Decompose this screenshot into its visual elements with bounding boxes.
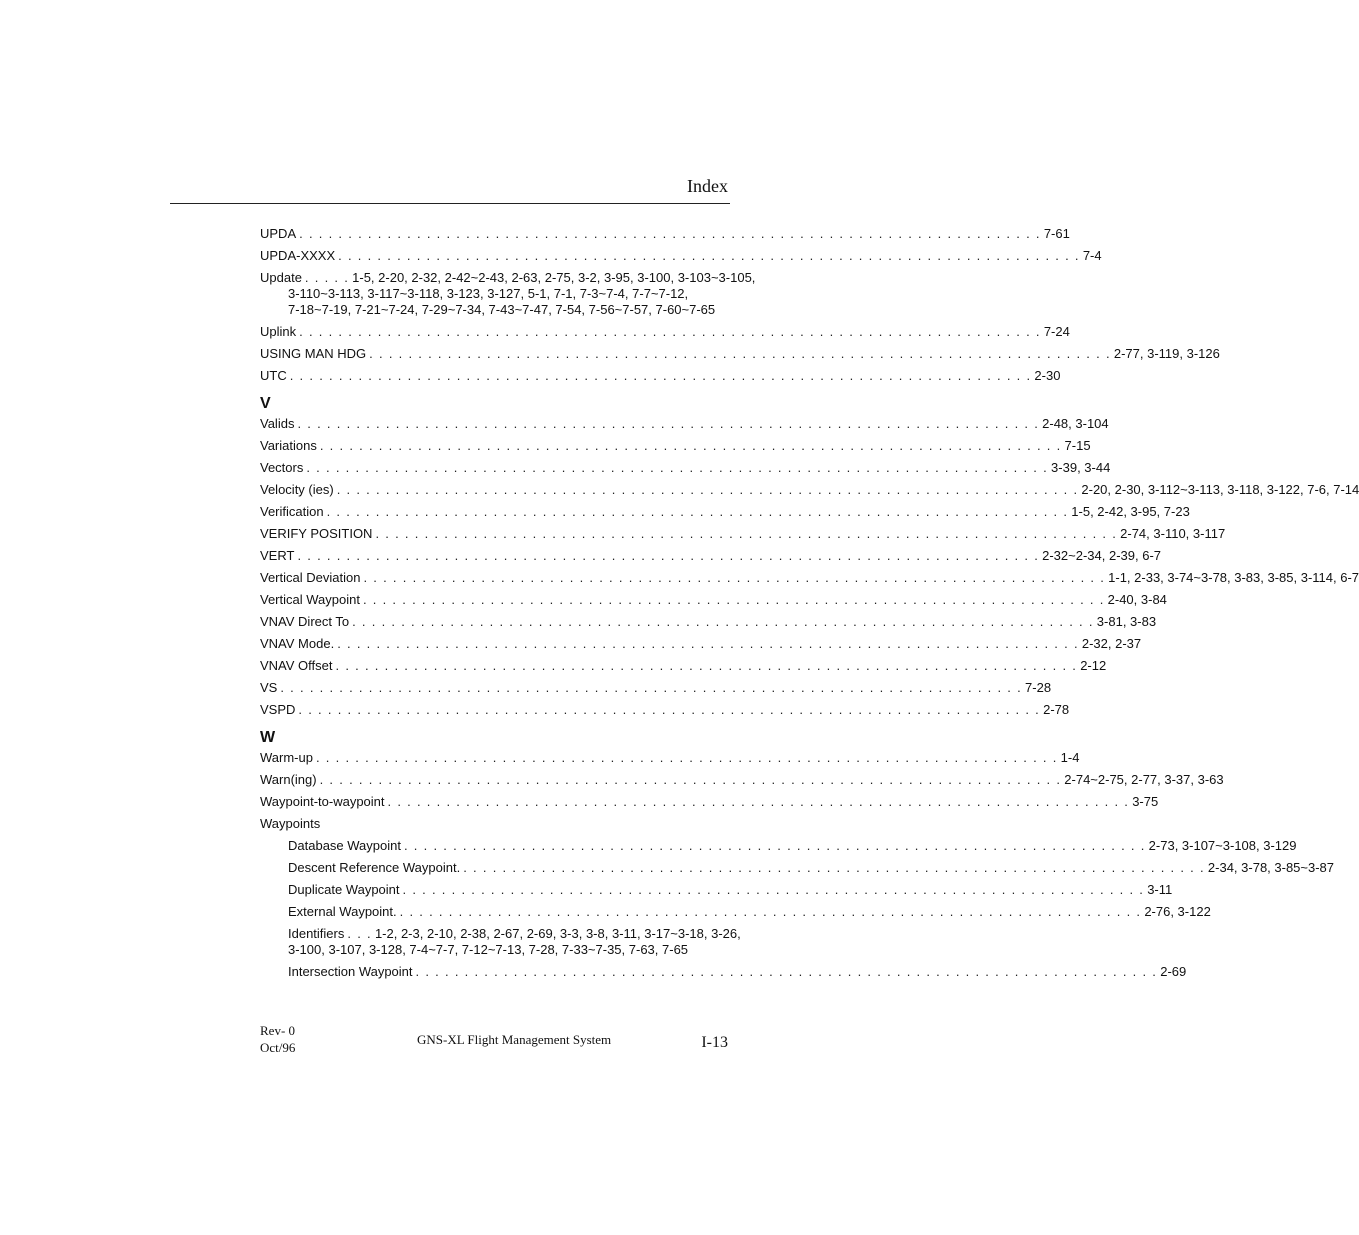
entry-pages: 2-76, 3-122 [1144,904,1211,919]
page-header-title: Index [687,176,728,196]
index-entry [260,368,1061,390]
entry-pages: 2-34, 3-78, 3-85~3-87 [1207,860,1335,875]
entry-pages: 7-15 [1064,438,1091,453]
footer-revision [260,1022,295,1056]
index-entry [260,904,1211,926]
index-body [260,226,1359,986]
entry-pages: 2-77, 3-119, 3-126 [1113,346,1220,361]
entry-term: VNAV Direct To [260,614,350,629]
dot-leader: . . . . . [304,270,350,285]
dot-leader: . . . . . . . . . . . . . . . . . . . . . . . . . . . . . . . . . . . . . . . . . . . . . . . . . . . . . . . . . . . . . . . . . . . . . . . . . . . . [415,964,1158,979]
dot-leader: . . . . . . . . . . . . . . . . . . . . . . . . . . . . . . . . . . . . . . . . . . . . . . . . . . . . . . . . . . . . . . . . . . . . . . . . . . . . [306,460,1049,475]
index-entry [260,504,1190,526]
entry-term: UTC [260,368,287,383]
entry-term: UPDA [260,226,297,241]
entry-term: Descent Reference Waypoint. [288,860,461,875]
entry-term: External Waypoint. [288,904,397,919]
entry-pages: 2-12 [1080,658,1107,673]
dot-leader: . . . . . . . . . . . . . . . . . . . . . . . . . . . . . . . . . . . . . . . . . . . . . . . . . . . . . . . . . . . . . . . . . . . . . . . . . . . . [326,504,1069,519]
index-entry [260,346,1220,368]
index-entry [260,658,1107,680]
dot-leader: . . . . . . . . . . . . . . . . . . . . . . . . . . . . . . . . . . . . . . . . . . . . . . . . . . . . . . . . . . . . . . . . . . . . . . . . . . . . [280,680,1023,695]
index-entry [260,226,1070,248]
entry-pages: 3-75 [1132,794,1159,809]
dot-leader: . . . . . . . . . . . . . . . . . . . . . . . . . . . . . . . . . . . . . . . . . . . . . . . . . . . . . . . . . . . . . . . . . . . . . . . . . . . . [297,548,1040,563]
entry-pages: 7-61 [1043,226,1070,241]
entry-term: Verification [260,504,324,519]
dot-leader: . . . . . . . . . . . . . . . . . . . . . . . . . . . . . . . . . . . . . . . . . . . . . . . . . . . . . . . . . . . . . . . . . . . . . . . . . . . . [299,226,1041,241]
entry-pages: 2-69 [1160,964,1187,979]
entry-pages: 7-28 [1025,680,1052,695]
entry-pages: 7-24 [1043,324,1070,339]
entry-term: VERT [260,548,295,563]
section-letter: V [260,395,271,412]
index-entry [260,570,1359,592]
entry-pages: 2-74, 3-110, 3-117 [1120,526,1226,541]
dot-leader: . . . . . . . . . . . . . . . . . . . . . . . . . . . . . . . . . . . . . . . . . . . . . . . . . . . . . . . . . . . . . . . . . . . . . . . . . . . . [319,438,1062,453]
entry-term: Database Waypoint [288,838,401,853]
dot-leader: . . . . . . . . . . . . . . . . . . . . . . . . . . . . . . . . . . . . . . . . . . . . . . . . . . . . . . . . . . . . . . . . . . . . . . . . . . . . [289,368,1032,383]
revision-label: Rev- 0 [260,1023,296,1038]
entry-pages: 2-74~2-75, 2-77, 3-37, 3-63 [1064,772,1224,787]
dot-leader: . . . . . . . . . . . . . . . . . . . . . . . . . . . . . . . . . . . . . . . . . . . . . . . . . . . . . . . . . . . . . . . . . . . . . . . . . . . . [319,772,1062,787]
entry-term: VNAV Offset [260,658,333,673]
entry-term: VERIFY POSITION [260,526,373,541]
index-entry [260,636,1142,658]
entry-pages: 2-30 [1034,368,1061,383]
index-entry [260,838,1297,860]
index-entry [260,248,1102,270]
index-entry [260,964,1187,986]
entry-pages: 2-78 [1043,702,1070,717]
dot-leader: . . . . . . . . . . . . . . . . . . . . . . . . . . . . . . . . . . . . . . . . . . . . . . . . . . . . . . . . . . . . . . . . . . . . . . . . . . . . [315,750,1058,765]
entry-pages: 1-1, 2-33, 3-74~3-78, 3-83, 3-85, 3-114, 6-7 [1108,570,1359,585]
dot-leader: . . . . . . . . . . . . . . . . . . . . . . . . . . . . . . . . . . . . . . . . . . . . . . . . . . . . . . . . . . . . . . . . . . . . . . . . . . . . [369,346,1111,361]
index-entry [260,860,1335,882]
dot-leader: . . . . . . . . . . . . . . . . . . . . . . . . . . . . . . . . . . . . . . . . . . . . . . . . . . . . . . . . . . . . . . . . . . . . . . . . . . . . [335,658,1078,673]
entry-pages: 7-4 [1082,248,1102,263]
entry-term: Identifiers [288,926,345,941]
index-entry [260,680,1052,702]
entry-pages-continued: 7-18~7-19, 7-21~7-24, 7-29~7-34, 7-43~7-47, 7-54, 7-56~7-57, 7-60~7-65 [288,302,716,317]
index-entry [260,816,720,838]
index-entry [260,772,1224,794]
entry-term: Variations [260,438,317,453]
entry-term: Warn(ing) [260,772,317,787]
dot-leader: . . . . . . . . . . . . . . . . . . . . . . . . . . . . . . . . . . . . . . . . . . . . . . . . . . . . . . . . . . . . . . . . . . . . . . . . . . . . [297,416,1040,431]
dot-leader: . . . . . . . . . . . . . . . . . . . . . . . . . . . . . . . . . . . . . . . . . . . . . . . . . . . . . . . . . . . . . . . . . . . . . . . . . . . . [299,324,1041,339]
entry-pages: 3-81, 3-83 [1096,614,1157,629]
entry-pages: 2-20, 2-30, 3-112~3-113, 3-118, 3-122, 7-6, 7-14 [1081,482,1359,497]
dot-leader: . . . . . . . . . . . . . . . . . . . . . . . . . . . . . . . . . . . . . . . . . . . . . . . . . . . . . . . . . . . . . . . . . . . . . . . . . . . . [362,592,1105,607]
footer-document-title: GNS-XL Flight Management System [417,1032,612,1047]
index-entry [260,882,1173,904]
entry-pages: 1-5, 2-42, 3-95, 7-23 [1071,504,1190,519]
index-entry [260,592,1167,614]
entry-pages: 2-48, 3-104 [1042,416,1109,431]
dot-leader: . . . . . . . . . . . . . . . . . . . . . . . . . . . . . . . . . . . . . . . . . . . . . . . . . . . . . . . . . . . . . . . . . . . . . . . . . . . . [338,248,1080,263]
dot-leader: . . . . . . . . . . . . . . . . . . . . . . . . . . . . . . . . . . . . . . . . . . . . . . . . . . . . . . . . . . . . . . . . . . . . . . . . . . . . [298,702,1041,717]
entry-term: Intersection Waypoint [288,964,413,979]
dot-leader: . . . . . . . . . . . . . . . . . . . . . . . . . . . . . . . . . . . . . . . . . . . . . . . . . . . . . . . . . . . . . . . . . . . . . . . . . . . . [336,482,1079,497]
dot-leader: . . . . . . . . . . . . . . . . . . . . . . . . . . . . . . . . . . . . . . . . . . . . . . . . . . . . . . . . . . . . . . . . . . . . . . . . . . . . [363,570,1106,585]
dot-leader: . . . . . . . . . . . . . . . . . . . . . . . . . . . . . . . . . . . . . . . . . . . . . . . . . . . . . . . . . . . . . . . . . . . . . . . . . . . . [463,860,1205,875]
index-entry [260,750,1080,772]
dot-leader: . . . . . . . . . . . . . . . . . . . . . . . . . . . . . . . . . . . . . . . . . . . . . . . . . . . . . . . . . . . . . . . . . . . . . . . . . . . . [375,526,1118,541]
entry-term: Warm-up [260,750,313,765]
entry-term: Duplicate Waypoint [288,882,400,897]
index-entry [260,702,1070,724]
dot-leader: . . . . . . . . . . . . . . . . . . . . . . . . . . . . . . . . . . . . . . . . . . . . . . . . . . . . . . . . . . . . . . . . . . . . . . . . . . . . [399,904,1142,919]
entry-term: Uplink [260,324,297,339]
dot-leader: . . . . . . . . . . . . . . . . . . . . . . . . . . . . . . . . . . . . . . . . . . . . . . . . . . . . . . . . . . . . . . . . . . . . . . . . . . . . [337,636,1079,651]
entry-pages: 3-39, 3-44 [1051,460,1111,475]
entry-pages-continued: 3-110~3-113, 3-117~3-118, 3-123, 3-127, 5-1, 7-1, 7-3~7-4, 7-7~7-12, [288,286,689,301]
index-entry [260,548,1162,570]
index-entry [260,324,1070,346]
entry-term: Valids [260,416,295,431]
entry-pages: 2-73, 3-107~3-108, 3-129 [1148,838,1297,853]
entry-term: USING MAN HDG [260,346,367,361]
entry-term: Waypoint-to-waypoint [260,794,385,809]
dot-leader: . . . . . . . . . . . . . . . . . . . . . . . . . . . . . . . . . . . . . . . . . . . . . . . . . . . . . . . . . . . . . . . . . . . . . . . . . . . . [387,794,1130,809]
entry-term: Waypoints [260,816,321,831]
entry-term: UPDA-XXXX [260,248,336,263]
index-entry [260,794,1159,816]
index-entry [260,460,1111,482]
entry-pages: 1-5, 2-20, 2-32, 2-42~2-43, 2-63, 2-75, 3-2, 3-95, 3-100, 3-103~3-105, [352,270,756,285]
entry-term: VS [260,680,278,695]
section-letter: W [260,729,276,746]
entry-pages: 2-32, 2-37 [1081,636,1142,651]
index-entry [260,526,1226,548]
revision-date: Oct/96 [260,1040,296,1055]
entry-term: Vectors [260,460,304,475]
index-entry [260,270,756,318]
entry-term: Vertical Waypoint [260,592,360,607]
index-entry [260,438,1091,460]
entry-pages: 3-11 [1147,882,1173,897]
entry-term: Vertical Deviation [260,570,361,585]
entry-pages-continued: 3-100, 3-107, 3-128, 7-4~7-7, 7-12~7-13, 7-28, 7-33~7-35, 7-63, 7-65 [288,942,689,957]
entry-pages: 1-2, 2-3, 2-10, 2-38, 2-67, 2-69, 3-3, 3-8, 3-11, 3-17~3-18, 3-26, [374,926,741,941]
dot-leader: . . . . . . . . . . . . . . . . . . . . . . . . . . . . . . . . . . . . . . . . . . . . . . . . . . . . . . . . . . . . . . . . . . . . . . . . . . . . [403,838,1146,853]
entry-pages: 2-40, 3-84 [1107,592,1167,607]
entry-term: VSPD [260,702,296,717]
header-rule [170,203,730,204]
index-entry [260,926,741,958]
page-number: I-13 [701,1034,728,1051]
index-entry [260,614,1157,636]
dot-leader: . . . . . . . . . . . . . . . . . . . . . . . . . . . . . . . . . . . . . . . . . . . . . . . . . . . . . . . . . . . . . . . . . . . . . . . . . . . . [402,882,1145,897]
entry-term: Velocity (ies) [260,482,334,497]
entry-term: VNAV Mode. [260,636,335,651]
dot-leader: . . . [347,926,372,941]
entry-pages: 1-4 [1060,750,1080,765]
index-entry [260,416,1109,438]
index-entry [260,482,1359,504]
dot-leader: . . . . . . . . . . . . . . . . . . . . . . . . . . . . . . . . . . . . . . . . . . . . . . . . . . . . . . . . . . . . . . . . . . . . . . . . . . . . [352,614,1094,629]
entry-term: Update [260,270,302,285]
entry-pages: 2-32~2-34, 2-39, 6-7 [1042,548,1162,563]
